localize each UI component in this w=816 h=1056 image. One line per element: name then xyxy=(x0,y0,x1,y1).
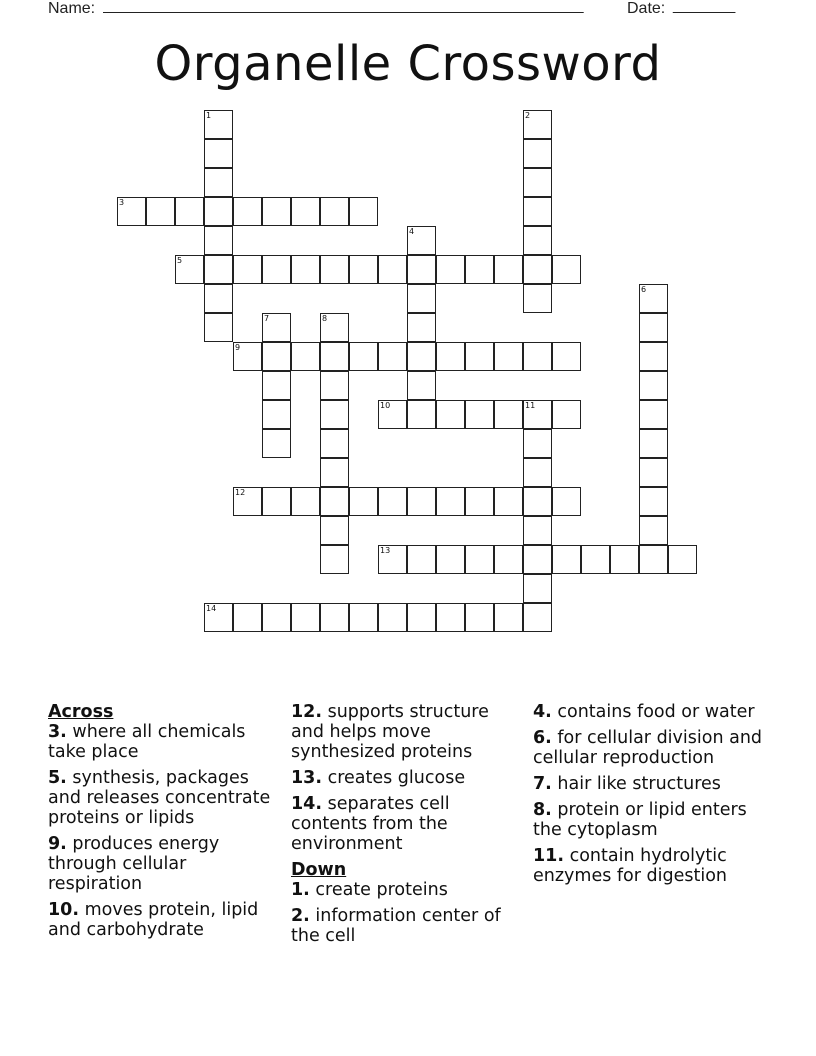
clue-column-1 xyxy=(48,702,284,946)
cell-number: 10 xyxy=(380,401,391,410)
crossword-cell[interactable] xyxy=(436,255,465,284)
crossword-cell[interactable] xyxy=(552,400,581,429)
crossword-cell[interactable] xyxy=(465,487,494,516)
crossword-cell[interactable] xyxy=(552,342,581,371)
cell-number: 6 xyxy=(641,285,647,294)
crossword-cell[interactable] xyxy=(320,342,349,371)
clue-text: create proteins xyxy=(309,880,448,900)
crossword-cell[interactable] xyxy=(262,197,291,226)
clue-item xyxy=(291,906,527,946)
clue-number: 12. xyxy=(291,702,323,722)
crossword-cell[interactable] xyxy=(523,458,552,487)
clue-item xyxy=(48,900,284,940)
clue-item xyxy=(291,880,527,900)
clue-number: 7. xyxy=(533,774,552,794)
crossword-cell[interactable] xyxy=(465,342,494,371)
crossword-cell[interactable] xyxy=(523,168,552,197)
crossword-cell[interactable] xyxy=(320,516,349,545)
crossword-cell[interactable] xyxy=(233,255,262,284)
clue-item xyxy=(48,768,284,828)
crossword-cell[interactable] xyxy=(349,342,378,371)
crossword-cell[interactable] xyxy=(262,255,291,284)
crossword-cell[interactable] xyxy=(378,487,407,516)
crossword-cell[interactable] xyxy=(320,429,349,458)
crossword-cell[interactable] xyxy=(291,603,320,632)
crossword-cell[interactable] xyxy=(349,487,378,516)
clue-heading-down: Down xyxy=(291,860,347,880)
crossword-cell[interactable] xyxy=(378,603,407,632)
crossword-cell[interactable] xyxy=(320,400,349,429)
clue-number: 4. xyxy=(533,702,552,722)
crossword-cell[interactable] xyxy=(204,226,233,255)
clue-number: 10. xyxy=(48,900,80,920)
clue-item xyxy=(533,728,769,768)
clue-text: for cellular division and cellular reproduction xyxy=(533,728,763,768)
crossword-cell[interactable] xyxy=(291,255,320,284)
cell-number: 2 xyxy=(525,111,531,120)
clue-number: 8. xyxy=(533,800,552,820)
clue-text: moves protein, lipid and carbohydrate xyxy=(48,900,259,940)
cell-number: 13 xyxy=(380,546,391,555)
clue-item xyxy=(291,768,527,788)
clue-number: 1. xyxy=(291,880,310,900)
crossword-cell[interactable] xyxy=(465,255,494,284)
crossword-cell[interactable] xyxy=(146,197,175,226)
crossword-cell[interactable] xyxy=(639,429,668,458)
crossword-cell[interactable] xyxy=(523,197,552,226)
crossword-cell[interactable] xyxy=(407,487,436,516)
crossword-cell[interactable] xyxy=(320,603,349,632)
clue-text: information center of the cell xyxy=(291,906,501,946)
clue-number: 13. xyxy=(291,768,323,788)
cell-number: 12 xyxy=(235,488,246,497)
clue-column-3 xyxy=(533,702,769,892)
crossword-cell[interactable] xyxy=(349,603,378,632)
crossword-cell[interactable] xyxy=(639,516,668,545)
crossword-cell[interactable] xyxy=(552,255,581,284)
clue-text: supports structure and helps move synthesized proteins xyxy=(291,702,489,762)
crossword-cell[interactable] xyxy=(436,487,465,516)
crossword-cell[interactable] xyxy=(465,545,494,574)
crossword-cell[interactable] xyxy=(204,197,233,226)
crossword-cell[interactable] xyxy=(523,284,552,313)
crossword-cell[interactable] xyxy=(233,197,262,226)
cell-number: 3 xyxy=(119,198,125,207)
crossword-cell[interactable] xyxy=(320,371,349,400)
crossword-cell[interactable] xyxy=(262,487,291,516)
crossword-cell[interactable] xyxy=(407,400,436,429)
clue-text: hair like structures xyxy=(551,774,721,794)
crossword-cell[interactable] xyxy=(552,545,581,574)
crossword-cell[interactable] xyxy=(494,545,523,574)
crossword-cell[interactable] xyxy=(291,487,320,516)
clue-number: 11. xyxy=(533,846,565,866)
crossword-cell[interactable] xyxy=(407,545,436,574)
cell-number: 4 xyxy=(409,227,415,236)
crossword-cell[interactable] xyxy=(581,545,610,574)
clue-item xyxy=(48,722,284,762)
crossword-cell[interactable] xyxy=(262,342,291,371)
crossword-cell[interactable] xyxy=(407,313,436,342)
crossword-cell[interactable] xyxy=(349,255,378,284)
crossword-cell[interactable] xyxy=(494,342,523,371)
crossword-cell[interactable] xyxy=(204,284,233,313)
crossword-cell[interactable] xyxy=(436,603,465,632)
crossword-cell[interactable] xyxy=(262,371,291,400)
cell-number: 1 xyxy=(206,111,212,120)
crossword-cell[interactable] xyxy=(639,545,668,574)
crossword-cell[interactable] xyxy=(291,342,320,371)
crossword-cell[interactable] xyxy=(378,342,407,371)
crossword-cell[interactable] xyxy=(291,197,320,226)
clue-text: contain hydrolytic enzymes for digestion xyxy=(533,846,728,886)
crossword-cell[interactable] xyxy=(204,255,233,284)
crossword-cell[interactable] xyxy=(639,487,668,516)
cell-number: 9 xyxy=(235,343,241,352)
clue-item xyxy=(533,846,769,886)
clue-number: 5. xyxy=(48,768,67,788)
crossword-cell[interactable] xyxy=(175,197,204,226)
date-line[interactable]: _______ xyxy=(673,0,736,14)
crossword-cell[interactable] xyxy=(436,342,465,371)
crossword-cell[interactable] xyxy=(465,603,494,632)
crossword-cell[interactable] xyxy=(523,139,552,168)
crossword-cell[interactable] xyxy=(668,545,697,574)
clue-item xyxy=(533,800,769,840)
clue-item xyxy=(533,774,769,794)
cell-number: 7 xyxy=(264,314,270,323)
clue-heading-across: Across xyxy=(48,702,114,722)
crossword-cell[interactable] xyxy=(407,255,436,284)
crossword-cell[interactable] xyxy=(523,574,552,603)
crossword-cell[interactable] xyxy=(407,371,436,400)
clue-text: where all chemicals take place xyxy=(48,722,246,762)
clue-number: 3. xyxy=(48,722,67,742)
crossword-cell[interactable] xyxy=(407,603,436,632)
crossword-cell[interactable] xyxy=(320,545,349,574)
crossword-cell[interactable] xyxy=(320,197,349,226)
clue-number: 14. xyxy=(291,794,323,814)
crossword-cell[interactable] xyxy=(523,429,552,458)
name-line[interactable]: ______________________________________________________ xyxy=(103,0,584,14)
crossword-cell[interactable] xyxy=(262,603,291,632)
clue-item xyxy=(533,702,769,722)
crossword-cell[interactable] xyxy=(639,313,668,342)
crossword-cell[interactable] xyxy=(436,545,465,574)
crossword-cell[interactable] xyxy=(639,371,668,400)
crossword-cell[interactable] xyxy=(639,400,668,429)
clue-text: synthesis, packages and releases concentrate proteins or lipids xyxy=(48,768,271,828)
clue-column-2 xyxy=(291,702,527,952)
crossword-cell[interactable] xyxy=(494,487,523,516)
crossword-cell[interactable] xyxy=(494,400,523,429)
cell-number: 14 xyxy=(206,604,217,613)
crossword-cell[interactable] xyxy=(320,458,349,487)
crossword-cell[interactable] xyxy=(204,168,233,197)
crossword-cell[interactable] xyxy=(204,313,233,342)
crossword-cell[interactable] xyxy=(204,139,233,168)
page-title: Organelle Crossword xyxy=(154,36,662,92)
crossword-cell[interactable] xyxy=(523,487,552,516)
crossword-cell[interactable] xyxy=(349,197,378,226)
crossword-cell[interactable] xyxy=(523,516,552,545)
crossword-cell[interactable] xyxy=(523,545,552,574)
clue-number: 6. xyxy=(533,728,552,748)
clue-text: contains food or water xyxy=(551,702,755,722)
clue-item xyxy=(48,834,284,894)
clue-text: creates glucose xyxy=(322,768,466,788)
crossword-cell[interactable] xyxy=(465,400,494,429)
crossword-cell[interactable] xyxy=(378,255,407,284)
crossword-cell[interactable] xyxy=(523,342,552,371)
crossword-cell[interactable] xyxy=(523,255,552,284)
crossword-cell[interactable] xyxy=(262,400,291,429)
crossword-cell[interactable] xyxy=(262,429,291,458)
crossword-cell[interactable] xyxy=(320,255,349,284)
crossword-cell[interactable] xyxy=(639,342,668,371)
clue-text: produces energy through cellular respiration xyxy=(48,834,220,894)
crossword-cell[interactable] xyxy=(233,603,262,632)
cell-number: 5 xyxy=(177,256,183,265)
crossword-cell[interactable] xyxy=(436,400,465,429)
crossword-cell[interactable] xyxy=(523,603,552,632)
clue-text: separates cell contents from the environment xyxy=(291,794,450,854)
crossword-cell[interactable] xyxy=(407,284,436,313)
crossword-cell[interactable] xyxy=(494,603,523,632)
date-label: Date: xyxy=(627,0,666,17)
crossword-cell[interactable] xyxy=(407,342,436,371)
crossword-cell[interactable] xyxy=(523,226,552,255)
crossword-cell[interactable] xyxy=(552,487,581,516)
cell-number: 11 xyxy=(525,401,536,410)
crossword-cell[interactable] xyxy=(610,545,639,574)
crossword-cell[interactable] xyxy=(494,255,523,284)
clue-item xyxy=(291,702,527,762)
crossword-cell[interactable] xyxy=(320,487,349,516)
name-label: Name: xyxy=(48,0,96,17)
cell-number: 8 xyxy=(322,314,328,323)
clue-item xyxy=(291,794,527,854)
clue-number: 2. xyxy=(291,906,310,926)
clue-number: 9. xyxy=(48,834,67,854)
clue-text: protein or lipid enters the cytoplasm xyxy=(533,800,747,840)
crossword-cell[interactable] xyxy=(639,458,668,487)
